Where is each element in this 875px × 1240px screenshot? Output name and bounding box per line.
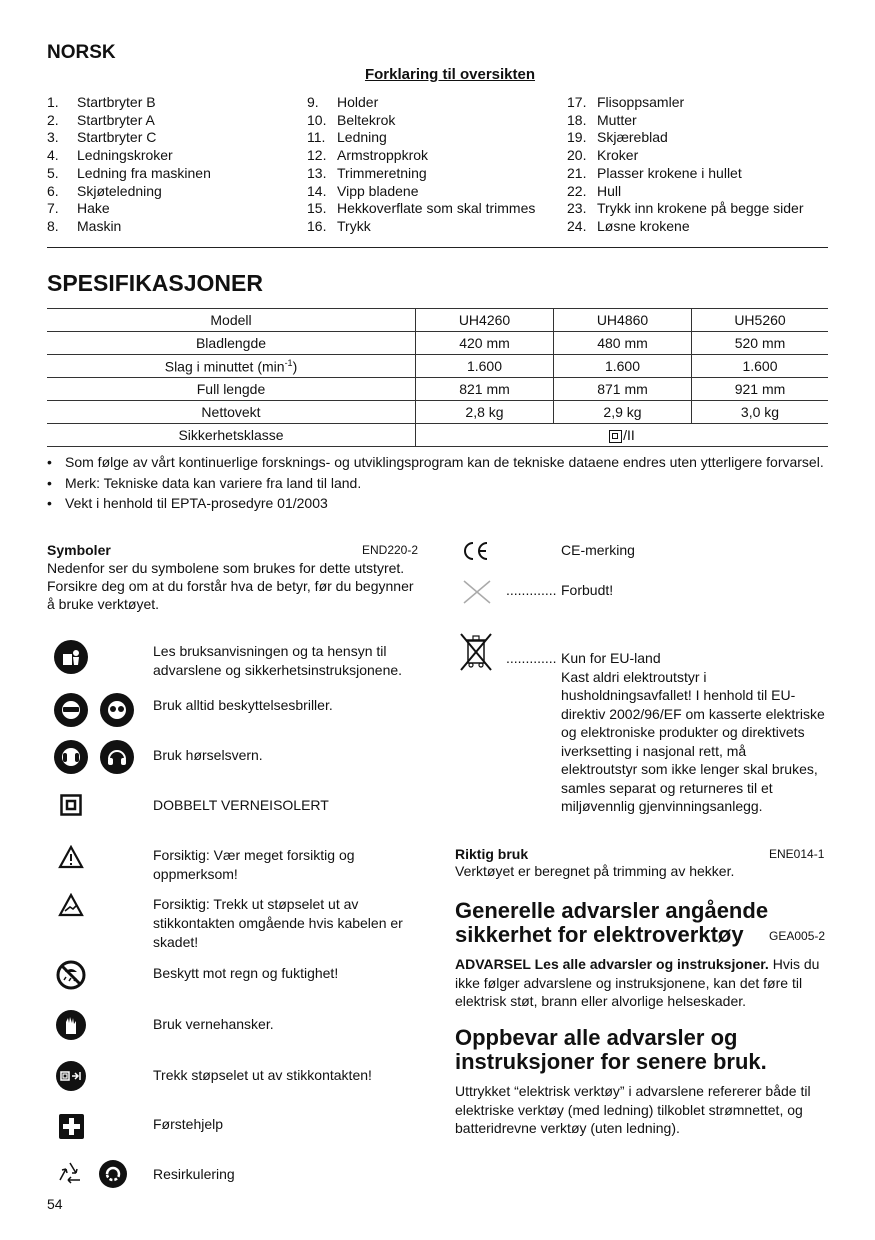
section-divider xyxy=(47,247,828,248)
table-row: Bladlengde 420 mm 480 mm 520 mm xyxy=(47,332,828,355)
specification-notes xyxy=(47,454,837,516)
symbol-description: Bruk vernehansker. xyxy=(153,1016,274,1032)
list-item: 15. Hekkoverflate som skal trimmes xyxy=(307,200,536,217)
list-item: 5. Ledning fra maskinen xyxy=(47,164,211,181)
list-item: 16. Trykk xyxy=(307,217,371,234)
double-insulation-icon xyxy=(609,430,622,443)
unplug-icon xyxy=(56,1061,86,1091)
language-heading: NORSK xyxy=(47,42,116,63)
list-item: 2. Startbryter A xyxy=(47,111,155,128)
table-row: Slag i minuttet $(\min^{-1})$ 1.600 1.600 1.600 xyxy=(47,355,828,378)
general-warnings-title: Generelle advarsler angående sikkerhet for elektroverktøy xyxy=(455,898,769,947)
overview-column-1 xyxy=(47,94,211,236)
damaged-cable-warning-icon xyxy=(58,893,84,917)
list-item: 18. Mutter xyxy=(567,111,637,128)
symbol-description: Les bruksanvisningen og ta hensyn til advarslene og sikkerhetsinstruksjonene. xyxy=(153,643,403,678)
no-rain-icon xyxy=(56,960,86,990)
overview-column-3 xyxy=(567,94,803,236)
overview-column-2 xyxy=(307,94,535,236)
eu-dots: ............. xyxy=(506,650,557,666)
symbol-description: Bruk hørselsvern. xyxy=(153,747,263,763)
symbol-description: DOBBELT VERNEISOLERT xyxy=(153,797,329,813)
list-item: 24. Løsne krokene xyxy=(567,217,690,234)
list-item: 11. Ledning xyxy=(307,129,387,146)
list-item: 8. Maskin xyxy=(47,217,122,234)
list-item: 6. Skjøteledning xyxy=(47,182,162,199)
symbol-description: Trekk støpselet ut av stikkontakten! xyxy=(153,1067,372,1083)
read-manual-icon xyxy=(54,640,88,674)
warning-triangle-icon xyxy=(58,845,84,869)
list-item: 4. Ledningskroker xyxy=(47,147,173,164)
recycling-icon xyxy=(54,1160,86,1188)
goggles-icon xyxy=(100,693,134,727)
crossed-bin-icon xyxy=(458,631,494,673)
list-item: 22. Hull xyxy=(567,182,622,199)
keep-instructions-text: Uttrykket “elektrisk verktøy” i advarslene refererer både til elektriske verktøy (med ledning) tilkoblet strømnettet, og batteridrevne verktøy (uten ledning). xyxy=(455,1083,811,1136)
symbol-description: Bruk alltid beskyttelsesbriller. xyxy=(153,697,333,713)
forbidden-label: Forbudt! xyxy=(561,582,614,598)
green-dot-icon xyxy=(99,1160,127,1188)
list-item: • Som følge av vårt kontinuerlige forsknings- og utviklingsprogram kan de tekniske dataene endres uten ytterligere forvarsel. xyxy=(47,454,837,472)
ear-protection-icon xyxy=(54,740,88,774)
symbol-description: Førstehjelp xyxy=(153,1116,224,1132)
first-aid-icon xyxy=(59,1114,84,1139)
eu-disposal-note: Kun for EU-land Kast aldri elektroutstyr i husholdningsavfallet! I henhold til EU-direktiv 2002/96/EF om kasserte elektriske og elektroniske produkter og direktivets iverksetting i nasjonal rett, må elektroutstyr som ikke lenger skal brukes, samles separat og returneres til et miljøvennlig gjenvinningsanlegg. xyxy=(561,650,825,814)
list-item: 13. Trimmeretning xyxy=(307,164,427,181)
list-item: 7. Hake xyxy=(47,200,110,217)
table-row: Modell UH4260 UH4860 UH5260 xyxy=(47,309,828,332)
symbol-description: Resirkulering xyxy=(153,1166,235,1182)
list-item: 20. Kroker xyxy=(567,147,639,164)
ce-mark-icon xyxy=(462,540,490,562)
ce-label: CE-merking xyxy=(561,542,635,558)
forbidden-icon xyxy=(462,579,492,605)
list-item: 14. Vipp bladene xyxy=(307,182,419,199)
proper-use-code: ENE014-1 xyxy=(769,847,825,861)
safety-glasses-icon xyxy=(54,693,88,727)
forbidden-dots: ............. xyxy=(506,582,557,598)
list-item: 3. Startbryter C xyxy=(47,129,157,146)
general-warning-paragraph: ADVARSEL Les alle advarsler og instruksjoner. Hvis du ikke følger advarslene og instruksjonene, kan det føre til elektrisk støt, brann eller alvorlige helseskader. xyxy=(455,956,820,1009)
table-row: Nettovekt 2,8 kg 2,9 kg 3,0 kg xyxy=(47,401,828,424)
list-item: 1. Startbryter B xyxy=(47,94,156,110)
proper-use-text: Verktøyet er beregnet på trimming av hekker. xyxy=(455,863,735,879)
symbols-intro: Nedenfor ser du symbolene som brukes for dette utstyret. Forsikre deg om at du forstår hva de betyr, før du begynner å bruke verktøyet. xyxy=(47,560,414,612)
symbols-title: Symboler xyxy=(47,542,111,558)
list-item: 17. Flisoppsamler xyxy=(567,94,685,110)
list-item: 21. Plasser krokene i hullet xyxy=(567,164,742,181)
symbols-code: END220-2 xyxy=(362,543,419,557)
symbol-description: Beskytt mot regn og fuktighet! xyxy=(153,965,339,981)
page-number: 54 xyxy=(47,1196,63,1212)
specifications-table xyxy=(47,308,828,447)
list-item: • Merk: Tekniske data kan variere fra land til land. xyxy=(47,475,837,493)
symbol-description: Forsiktig: Vær meget forsiktig og oppmerksom! xyxy=(153,847,355,882)
list-item: 23. Trykk inn krokene på begge sider xyxy=(567,200,804,217)
list-item: • Vekt i henhold til EPTA-prosedyre 01/2003 xyxy=(47,495,837,513)
list-item: 12. Armstroppkrok xyxy=(307,147,429,164)
proper-use-title: Riktig bruk xyxy=(455,846,529,862)
gloves-icon xyxy=(56,1010,86,1040)
double-insulated-icon xyxy=(60,794,82,816)
symbol-description: Forsiktig: Trekk ut støpselet ut av stikkontakten omgående hvis kabelen er skadet! xyxy=(153,896,403,950)
table-row: Full lengde 821 mm 871 mm 921 mm xyxy=(47,378,828,401)
list-item: 19. Skjæreblad xyxy=(567,129,668,146)
list-item: 9. Holder xyxy=(307,94,379,110)
table-row: Sikkerhetsklasse /II xyxy=(47,424,828,447)
overview-title: Forklaring til oversikten xyxy=(364,66,536,83)
specifications-title: SPESIFIKASJONER xyxy=(47,270,263,296)
ear-muffs-icon xyxy=(100,740,134,774)
keep-instructions-title: Oppbevar alle advarsler og instruksjoner for senere bruk. xyxy=(455,1025,767,1074)
general-warnings-code: GEA005-2 xyxy=(769,929,826,943)
list-item: 10. Beltekrok xyxy=(307,111,396,128)
